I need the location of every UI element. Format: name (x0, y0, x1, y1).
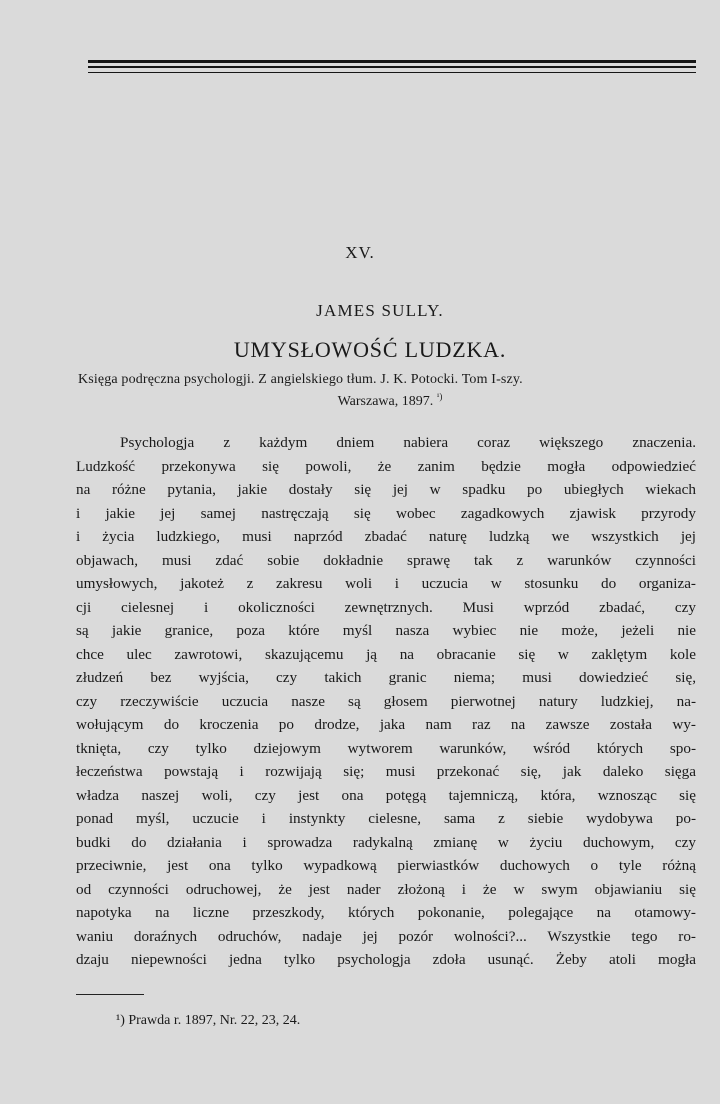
text-line: dzaju niepewności jedna tylko psychologja zdoła usunąć. Żeby atoli mogła (76, 951, 696, 968)
text-line: i życia ludzkiego, musi naprzód zbadać naturę ludzką we wszystkich jej (76, 528, 696, 545)
text-line: i jakie jej samej nastręczają się wobec zagadkowych zjawisk przyrody (76, 504, 696, 522)
header-rule-bottom (88, 72, 696, 73)
footnote-marker: ¹) (116, 1013, 125, 1028)
text-line: przeciwnie, jest ona tylko wypadkową pierwiastków duchowych o tyle różną (76, 857, 696, 874)
header-rule-middle (88, 66, 696, 68)
text-line: władza naszej woli, czy jest ona potęgą tajemniczą, która, wznosząc się (76, 786, 696, 804)
text-line: ponad myśl, uczucie i instynkty cielesne, sama z siebie wydobywa po- (76, 810, 696, 827)
footnote-separator (76, 994, 144, 995)
text-line: czy rzeczywiście uczucia nasze są głosem pierwotnej natury ludzkiej, na- (76, 692, 696, 710)
text-line: na różne pytania, jakie dostały się jej w spadku po ubiegłych wiekach (76, 481, 696, 498)
footnote-reference: ¹) (436, 391, 443, 402)
body-paragraph (76, 431, 696, 972)
publication-place-year: Warszawa, 1897. (337, 394, 434, 409)
text-line: budki do działania i sprowadza radykalną zmianę w życiu duchowym, czy (76, 833, 696, 851)
text-line: chce ulec zawrotowi, skazującemu ją na obracanie się w zaklętym kole (76, 645, 696, 663)
text-line: objawach, musi zdać sobie dokładnie sprawę tak z warunków czynności (76, 551, 696, 569)
text-line: są jakie granice, poza które myśl nasza wybiec nie może, jeżeli nie (76, 622, 696, 639)
header-rule-top (88, 60, 696, 63)
text-line: waniu doraźnych odruchów, nadaje jej pozór wolności?... Wszystkie tego ro- (76, 927, 696, 945)
text-line: umysłowych, jakoteż z zakresu woli i uczucia w stosunku do organiza- (76, 575, 696, 592)
publication-info-line1: Księga podręczna psychologji. Z angielskiego tłum. J. K. Potocki. Tom I-szy. (78, 372, 523, 387)
footnote-text: Prawda r. 1897, Nr. 22, 23, 24. (128, 1013, 301, 1028)
text-line: łeczeństwa powstają i rozwijają się; musi przekonać się, jak daleko sięga (76, 763, 696, 780)
text-line: Ludzkość przekonywa się powoli, że zanim będzie mogła odpowiedzieć (76, 457, 696, 475)
publication-info-line2 (0, 391, 720, 410)
footnote (116, 1013, 300, 1029)
text-line: wołującym do kroczenia po drodze, jaka nam raz na zawsze została wy- (76, 716, 696, 733)
chapter-numeral: XV. (345, 243, 375, 262)
text-line: napotyka na liczne przeszkody, których pokonanie, polegające na otamowy- (76, 904, 696, 921)
text-line: tknięta, czy tylko dziejowym wytworem warunków, wśród których spo- (76, 739, 696, 757)
work-title: UMYSŁOWOŚĆ LUDZKA. (233, 337, 507, 362)
text-line: od czynności odruchowej, że jest nader złożoną i że w swym objawianiu się (76, 880, 696, 898)
text-line: złudzeń bez wyjścia, czy takich granic niema; musi dowiedzieć się, (76, 669, 696, 686)
text-line: Psychologja z każdym dniem nabiera coraz większego znaczenia. (120, 434, 696, 451)
text-line: cji cielesnej i okoliczności zewnętrznych. Musi wprzód zbadać, czy (76, 598, 696, 616)
author-name: JAMES SULLY. (316, 301, 444, 320)
